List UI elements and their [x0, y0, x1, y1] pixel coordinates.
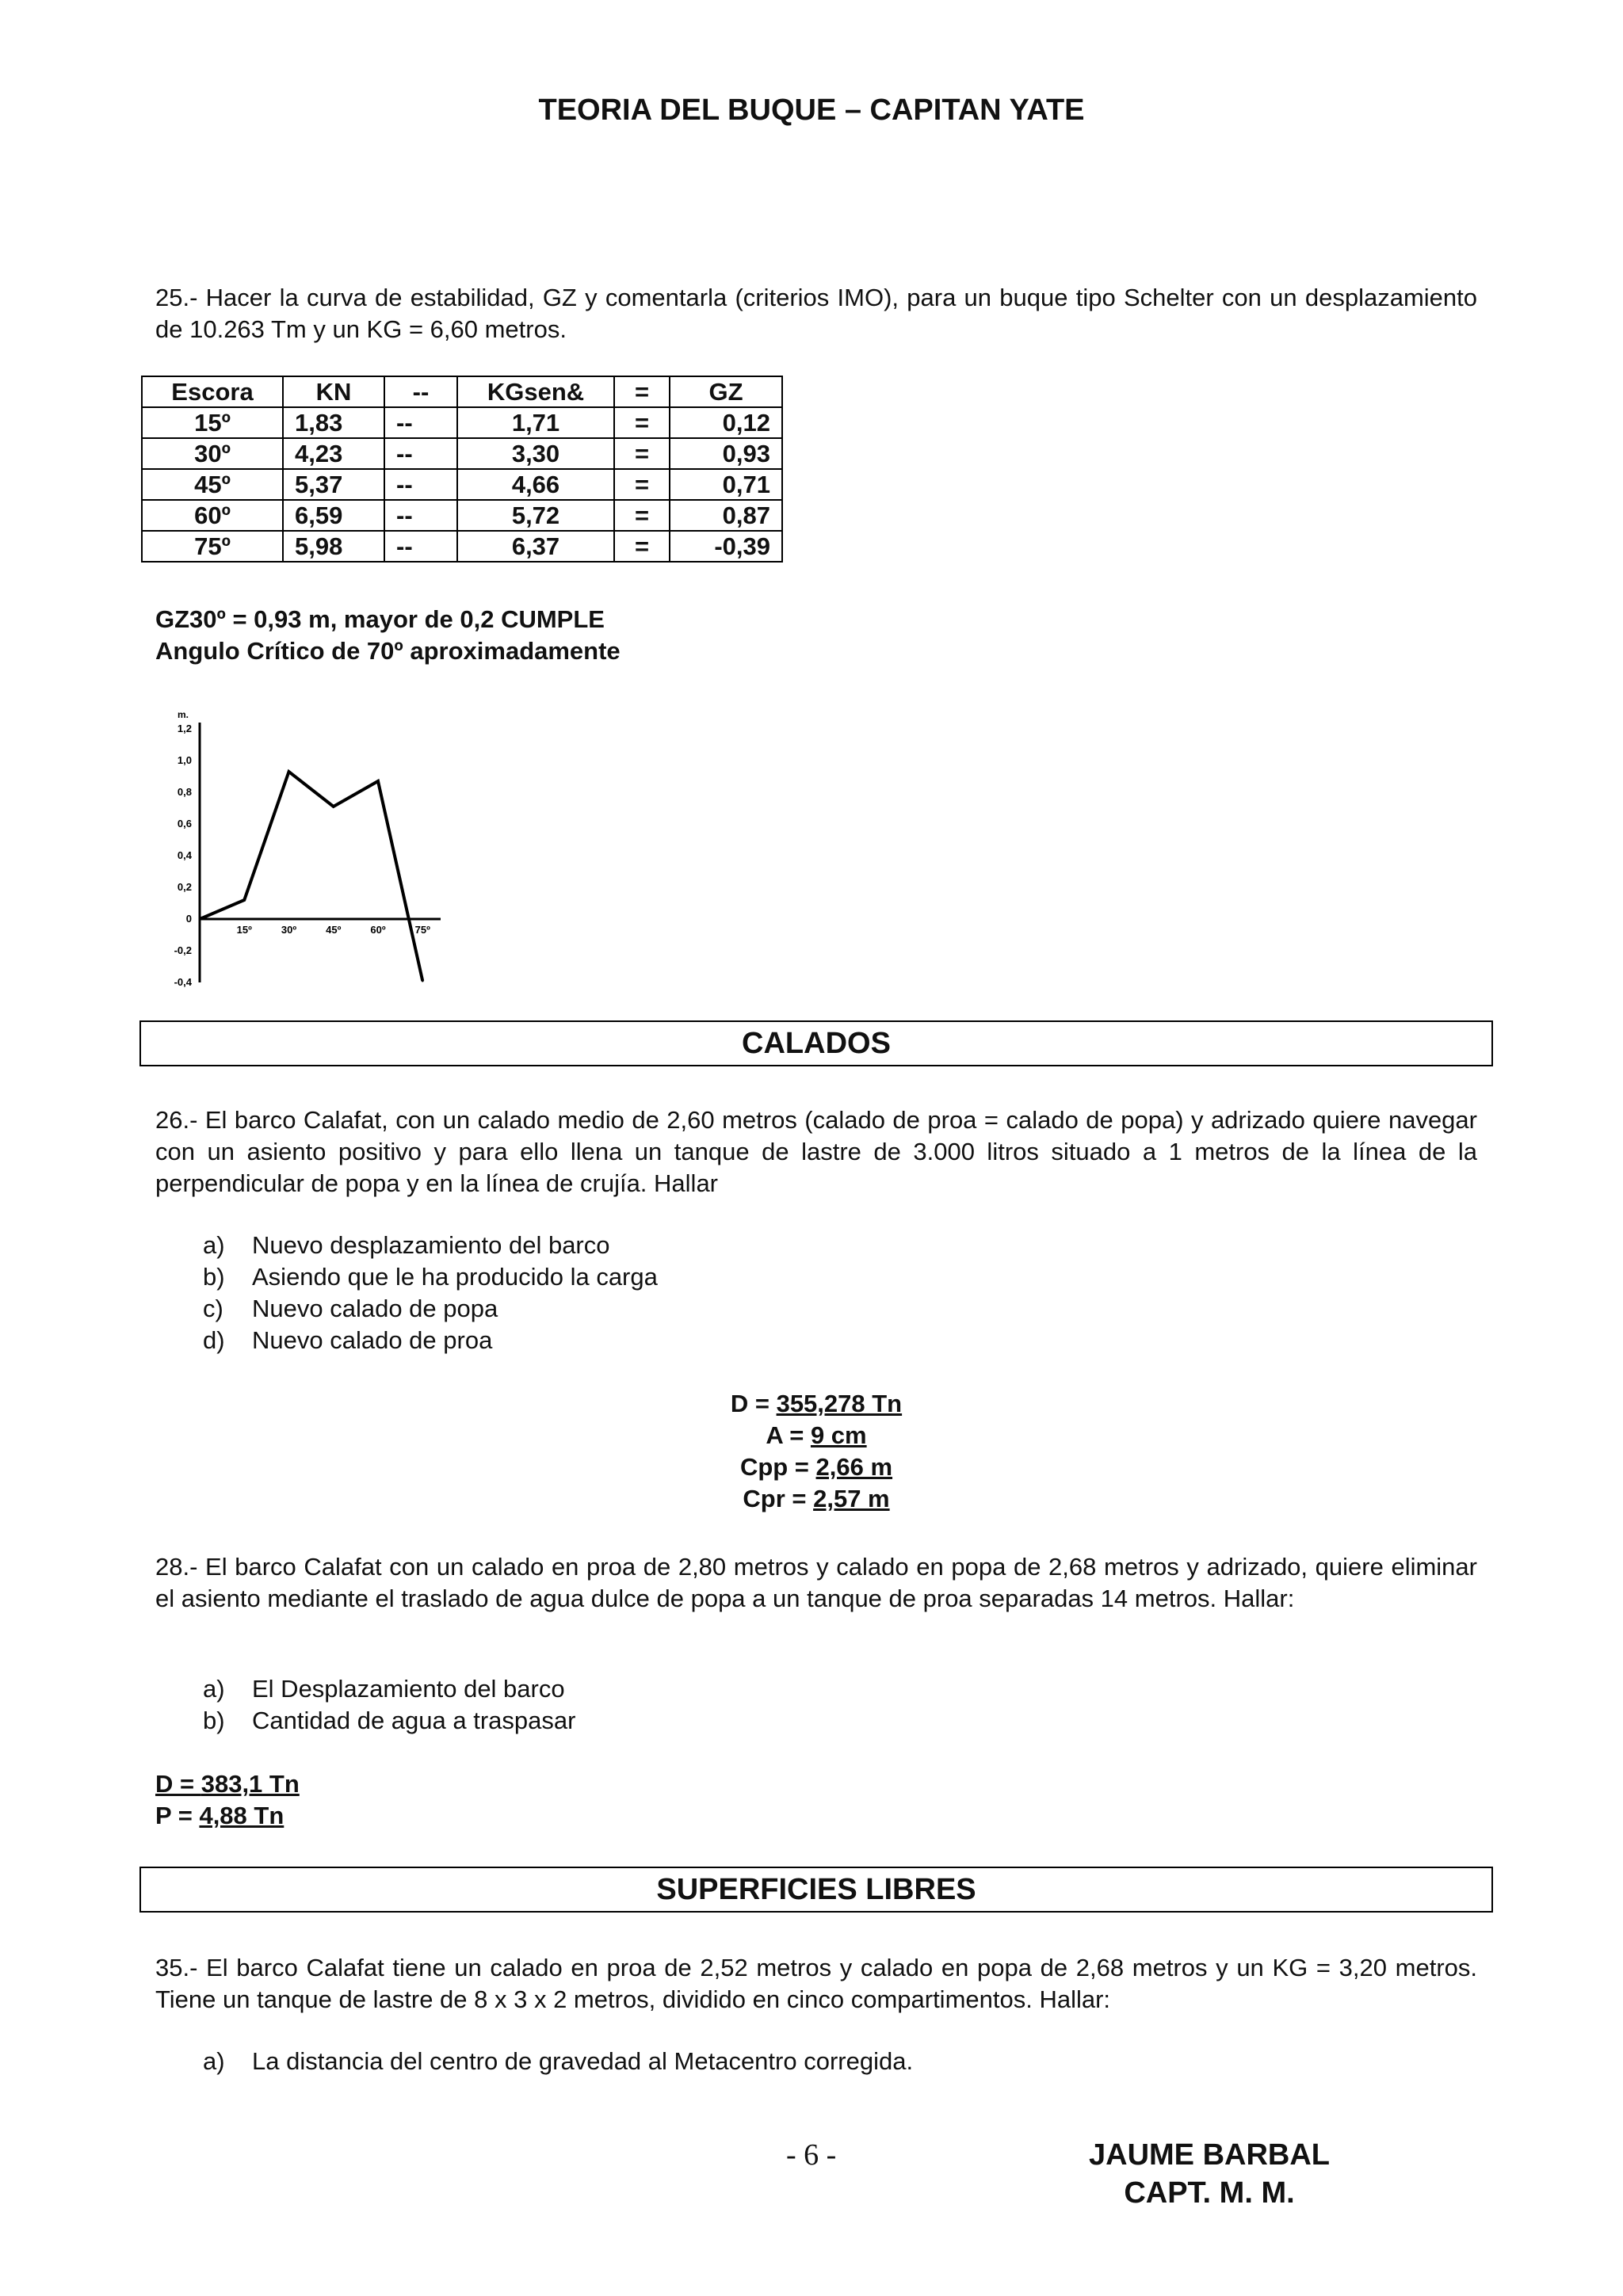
y-tick-label: 0,2 [177, 881, 192, 893]
y-tick-label: 1,2 [177, 723, 192, 734]
result-label: Cpr = [743, 1485, 814, 1512]
list-item-text: Cantidad de agua a traspasar [252, 1707, 576, 1734]
table-cell: 60º [142, 500, 283, 531]
list-item [203, 1261, 658, 1293]
section-calados: CALADOS [139, 1020, 1493, 1066]
list-item [203, 2046, 913, 2077]
y-tick-label: 0,4 [177, 849, 192, 861]
table-cell: 0,12 [670, 407, 782, 438]
table-cell: 3,30 [457, 438, 614, 469]
list-item-text: El Desplazamiento del barco [252, 1675, 565, 1703]
problem-26-text: 26.- El barco Calafat, con un calado medio de 2,60 metros (calado de proa = calado de popa) y adrizado quiere navegar con un asiento positivo y para ello llena un tanque de lastre de 3.000 litros situado a 1 metros de la línea de la perpendicular de popa y en la línea de crujía. Hallar [155, 1106, 1477, 1197]
result-value: 383,1 Tn [200, 1770, 300, 1798]
result-value: 4,88 Tn [199, 1802, 285, 1829]
table-cell: = [614, 438, 670, 469]
list-item-letter: d) [203, 1326, 225, 1354]
result-label: A = [766, 1421, 811, 1449]
table-row [142, 407, 782, 438]
list-item [203, 1705, 575, 1737]
table-cell: 5,72 [457, 500, 614, 531]
result-label: Cpp = [739, 1453, 816, 1481]
result-label: D = [155, 1770, 201, 1798]
gz-header-gz: GZ [670, 376, 782, 407]
gz-header-kn: KN [283, 376, 384, 407]
list-item [203, 1325, 658, 1356]
table-cell: 0,71 [670, 469, 782, 500]
table-row [142, 531, 782, 562]
x-tick-label: 15º [236, 924, 252, 936]
y-tick-label: 0,6 [177, 818, 192, 830]
y-tick-label: 0,8 [177, 786, 192, 798]
table-cell: = [614, 531, 670, 562]
list-item-text: Asiendo que le ha producido la carga [252, 1263, 658, 1291]
list-item-letter: a) [203, 1231, 225, 1259]
table-cell: 5,37 [283, 469, 384, 500]
result-value: 355,278 Tn [776, 1390, 903, 1417]
page-header-title: TEORIA DEL BUQUE – CAPITAN YATE [538, 93, 1085, 127]
y-tick-label: -0,2 [174, 944, 192, 956]
x-tick-label: 75º [414, 924, 430, 936]
list-item-letter: a) [203, 1675, 225, 1703]
gz-header-kgsen: KGsen& [457, 376, 614, 407]
gz-table-header-row [142, 376, 782, 407]
page-number: - 6 - [786, 2138, 837, 2172]
gz-curve-line [200, 772, 422, 981]
y-axis-label: m. [178, 709, 189, 720]
gz-data-point [243, 899, 246, 902]
result-value: 9 cm [810, 1421, 867, 1449]
gz-data-point [422, 980, 424, 982]
problem-28-list [203, 1673, 575, 1737]
table-cell: 15º [142, 407, 283, 438]
table-cell: 75º [142, 531, 283, 562]
list-item [203, 1293, 658, 1325]
gz-header-equals: = [614, 376, 670, 407]
list-item-text: Nuevo calado de popa [252, 1295, 498, 1322]
result-line [0, 1451, 1623, 1483]
result-value: 2,57 m [813, 1485, 890, 1512]
table-cell: = [614, 469, 670, 500]
x-tick-label: 45º [326, 924, 342, 936]
list-item-text: Nuevo desplazamiento del barco [252, 1231, 610, 1259]
result-value: 2,66 m [815, 1453, 893, 1481]
footer-author [1027, 2136, 1392, 2212]
list-item-letter: a) [203, 2047, 225, 2075]
author-name: JAUME BARBAL [1089, 2138, 1330, 2172]
table-cell: = [614, 407, 670, 438]
problem-26-list [203, 1230, 658, 1356]
gz-header-escora: Escora [142, 376, 283, 407]
table-cell: 6,59 [283, 500, 384, 531]
table-row [142, 469, 782, 500]
gz-stability-chart [155, 697, 456, 990]
result-label: D = [730, 1390, 777, 1417]
table-cell: 1,71 [457, 407, 614, 438]
list-item [203, 1230, 658, 1261]
table-cell: 0,87 [670, 500, 782, 531]
problem-35-list [203, 2046, 913, 2077]
gz-data-point [288, 771, 290, 773]
result-line [155, 1768, 300, 1800]
section-superficies-libres: SUPERFICIES LIBRES [139, 1867, 1493, 1913]
problem-26-results [0, 1388, 1623, 1515]
critical-angle-conclusion: Angulo Crítico de 70º aproximadamente [155, 637, 621, 665]
list-item-text: La distancia del centro de gravedad al Metacentro corregida. [252, 2047, 914, 2075]
gz-data-point [199, 918, 201, 921]
y-tick-label: 0 [185, 913, 192, 925]
table-cell: 4,66 [457, 469, 614, 500]
table-cell: 45º [142, 469, 283, 500]
problem-28-results [155, 1768, 300, 1832]
result-line [0, 1420, 1623, 1451]
table-cell: 4,23 [283, 438, 384, 469]
table-cell: 1,83 [283, 407, 384, 438]
list-item-text: Nuevo calado de proa [252, 1326, 493, 1354]
y-tick-label: -0,4 [174, 976, 192, 988]
problem-35-text: 35.- El barco Calafat tiene un calado en proa de 2,52 metros y calado en popa de 2,68 metros y un KG = 3,20 metros. Tiene un tanque de lastre de 8 x 3 x 2 metros, dividido en cinco compartimentos. Hallar: [155, 1954, 1477, 2013]
y-tick-label: 1,0 [177, 754, 192, 766]
list-item-letter: b) [203, 1707, 225, 1734]
gz-data-point [377, 780, 380, 783]
result-line [0, 1483, 1623, 1515]
result-line [155, 1800, 300, 1832]
author-title: CAPT. M. M. [1124, 2176, 1295, 2210]
table-cell: 5,98 [283, 531, 384, 562]
result-line [0, 1388, 1623, 1420]
table-cell: -- [384, 531, 457, 562]
list-item [203, 1673, 575, 1705]
table-row [142, 500, 782, 531]
table-cell: 30º [142, 438, 283, 469]
list-item-letter: c) [203, 1295, 223, 1322]
table-cell: -- [384, 407, 457, 438]
table-cell: 0,93 [670, 438, 782, 469]
x-tick-label: 60º [370, 924, 386, 936]
table-cell: = [614, 500, 670, 531]
gz-data-point [332, 806, 334, 808]
list-item-letter: b) [203, 1263, 225, 1291]
gz-table [141, 376, 783, 563]
x-tick-label: 30º [281, 924, 297, 936]
table-cell: -- [384, 438, 457, 469]
table-cell: -0,39 [670, 531, 782, 562]
table-cell: -- [384, 469, 457, 500]
gz30-conclusion: GZ30º = 0,93 m, mayor de 0,2 CUMPLE [155, 605, 605, 633]
problem-28-text: 28.- El barco Calafat con un calado en proa de 2,80 metros y calado en popa de 2,68 metros y adrizado, quiere eliminar el asiento mediante el traslado de agua dulce de popa a un tanque de proa separadas 14 metros. Hallar: [155, 1553, 1477, 1612]
problem-25-text: 25.- Hacer la curva de estabilidad, GZ y comentarla (criterios IMO), para un buque tipo Schelter con un desplazamiento de 10.263 Tm y un KG = 6,60 metros. [155, 284, 1477, 343]
table-cell: 6,37 [457, 531, 614, 562]
table-row [142, 438, 782, 469]
gz-header-minus: -- [384, 376, 457, 407]
table-cell: -- [384, 500, 457, 531]
result-label: P = [155, 1802, 200, 1829]
